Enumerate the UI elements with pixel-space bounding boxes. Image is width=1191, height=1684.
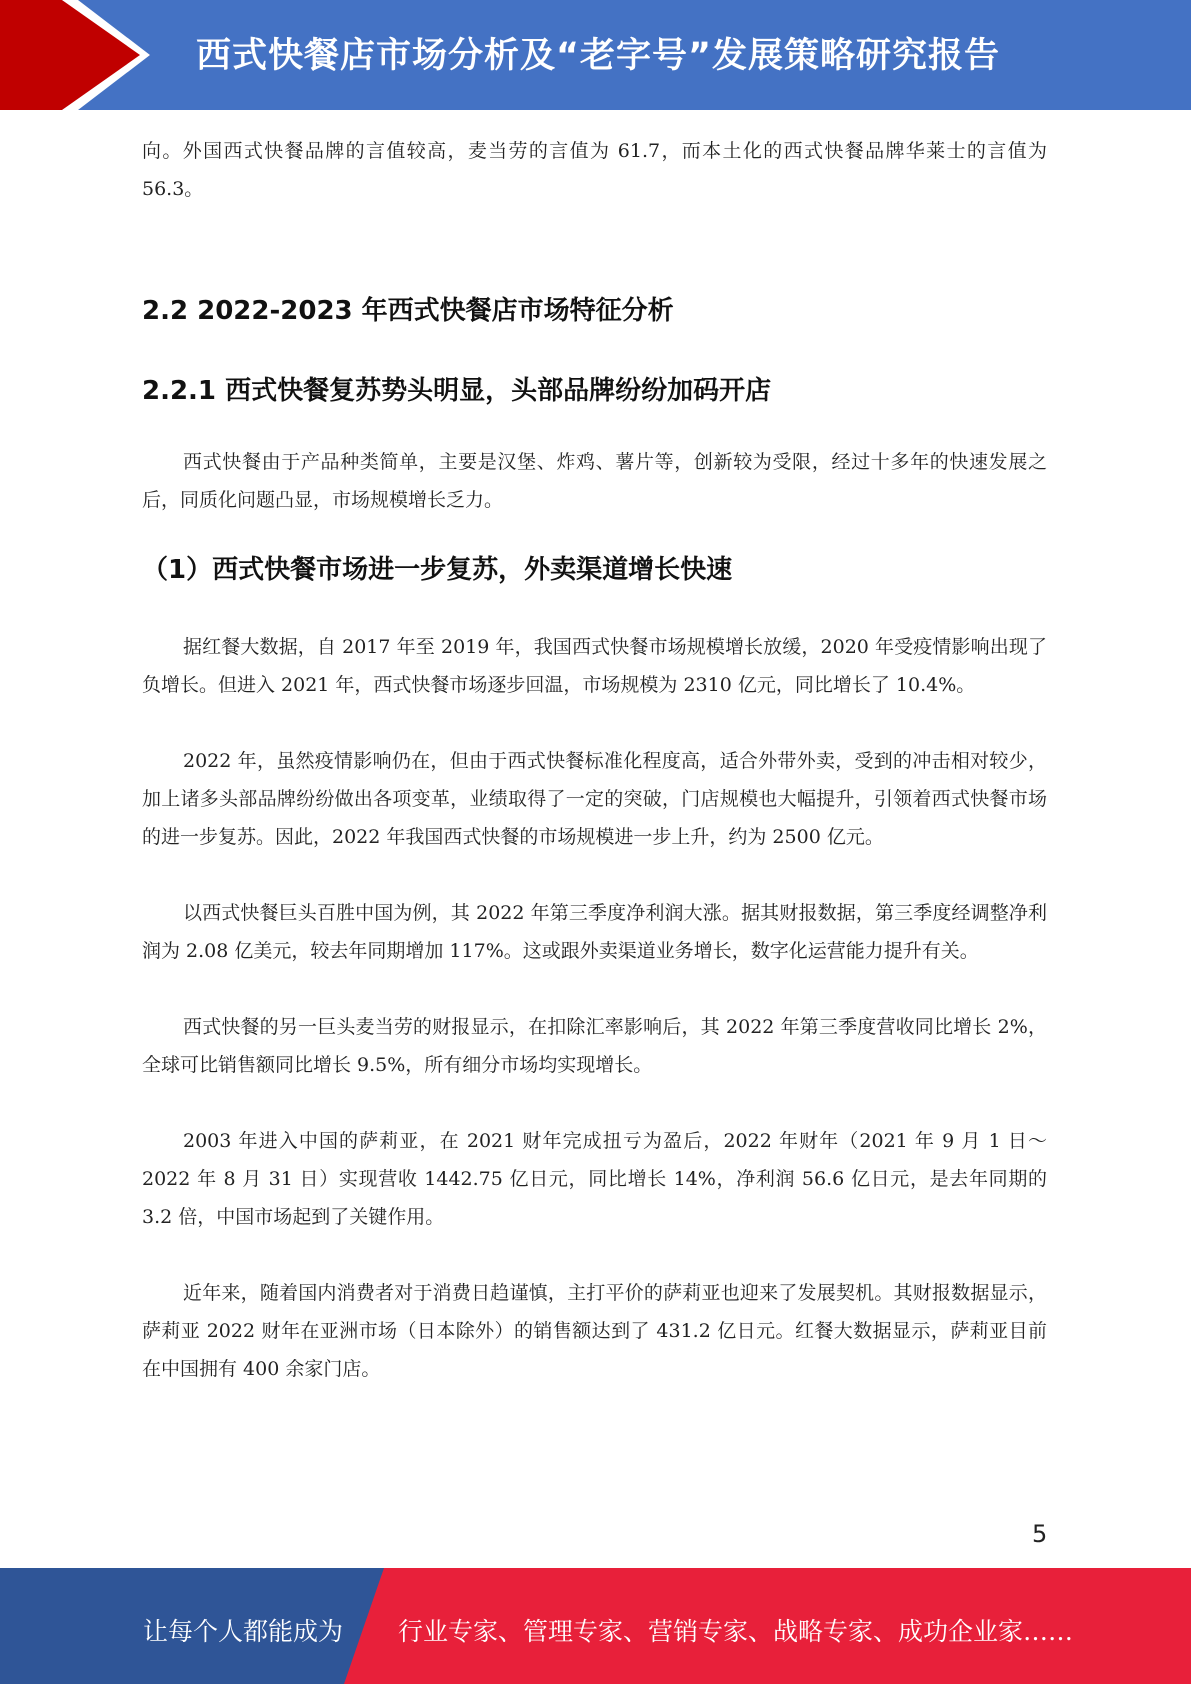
- paragraph-3: 2022 年，虽然疫情影响仍在，但由于西式快餐标准化程度高，适合外带外卖，受到的冲击相对较少，加上诸多头部品牌纷纷做出各项变革，业绩取得了一定的突破，门店规模也大幅提升，引领着西式快餐市场的进一步复苏。因此，2022 年我国西式快餐的市场规模进一步上升，约为 2500 亿元。: [142, 750, 1047, 848]
- footer-slogan-right: 行业专家、管理专家、营销专家、战略专家、成功企业家……: [398, 1617, 1074, 1646]
- paragraph-1: 西式快餐由于产品种类简单，主要是汉堡、炸鸡、薯片等，创新较为受限，经过十多年的快速发展之后，同质化问题凸显，市场规模增长乏力。: [142, 451, 1047, 511]
- page-footer: [0, 1568, 1191, 1684]
- numbered-heading: （1）西式快餐市场进一步复苏，外卖渠道增长快速: [142, 555, 733, 585]
- paragraph-5: 西式快餐的另一巨头麦当劳的财报显示，在扣除汇率影响后，其 2022 年第三季度营收同比增长 2%，全球可比销售额同比增长 9.5%，所有细分市场均实现增长。: [142, 1016, 1047, 1076]
- page-content: [142, 132, 1047, 1388]
- intro-paragraph: 向。外国西式快餐品牌的言值较高，麦当劳的言值为 61.7，而本土化的西式快餐品牌华莱士的言值为 56.3。: [142, 140, 1047, 200]
- paragraph-7: 近年来，随着国内消费者对于消费日趋谨慎，主打平价的萨莉亚也迎来了发展契机。其财报数据显示，萨莉亚 2022 财年在亚洲市场（日本除外）的销售额达到了 431.2 亿日元。红餐大数据显示，萨莉亚目前在中国拥有 400 余家门店。: [142, 1282, 1047, 1380]
- report-title: 西式快餐店市场分析及“老字号”发展策略研究报告: [196, 36, 1001, 76]
- section-heading: 2.2 2022-2023 年西式快餐店市场特征分析: [142, 296, 674, 326]
- page-header: [0, 0, 1191, 110]
- paragraph-4: 以西式快餐巨头百胜中国为例，其 2022 年第三季度净利润大涨。据其财报数据，第三季度经调整净利润为 2.08 亿美元，较去年同期增加 117%。这或跟外卖渠道业务增长，数字化运营能力提升有关。: [142, 902, 1047, 962]
- footer-slogan-left: 让每个人都能成为: [143, 1617, 344, 1646]
- paragraph-6: 2003 年进入中国的萨莉亚，在 2021 财年完成扭亏为盈后，2022 年财年（2021 年 9 月 1 日～2022 年 8 月 31 日）实现营收 1442.75 亿日元，同比增长 14%，净利润 56.6 亿日元，是去年同期的 3.2 倍，中国市场起到了关键作用。: [142, 1130, 1047, 1228]
- paragraph-2: 据红餐大数据，自 2017 年至 2019 年，我国西式快餐市场规模增长放缓，2020 年受疫情影响出现了负增长。但进入 2021 年，西式快餐市场逐步回温，市场规模为 2310 亿元，同比增长了 10.4%。: [142, 636, 1047, 696]
- page-number: 5: [1032, 1520, 1048, 1548]
- subsection-heading: 2.2.1 西式快餐复苏势头明显，头部品牌纷纷加码开店: [142, 376, 772, 406]
- header-arrow-decoration: [0, 0, 150, 110]
